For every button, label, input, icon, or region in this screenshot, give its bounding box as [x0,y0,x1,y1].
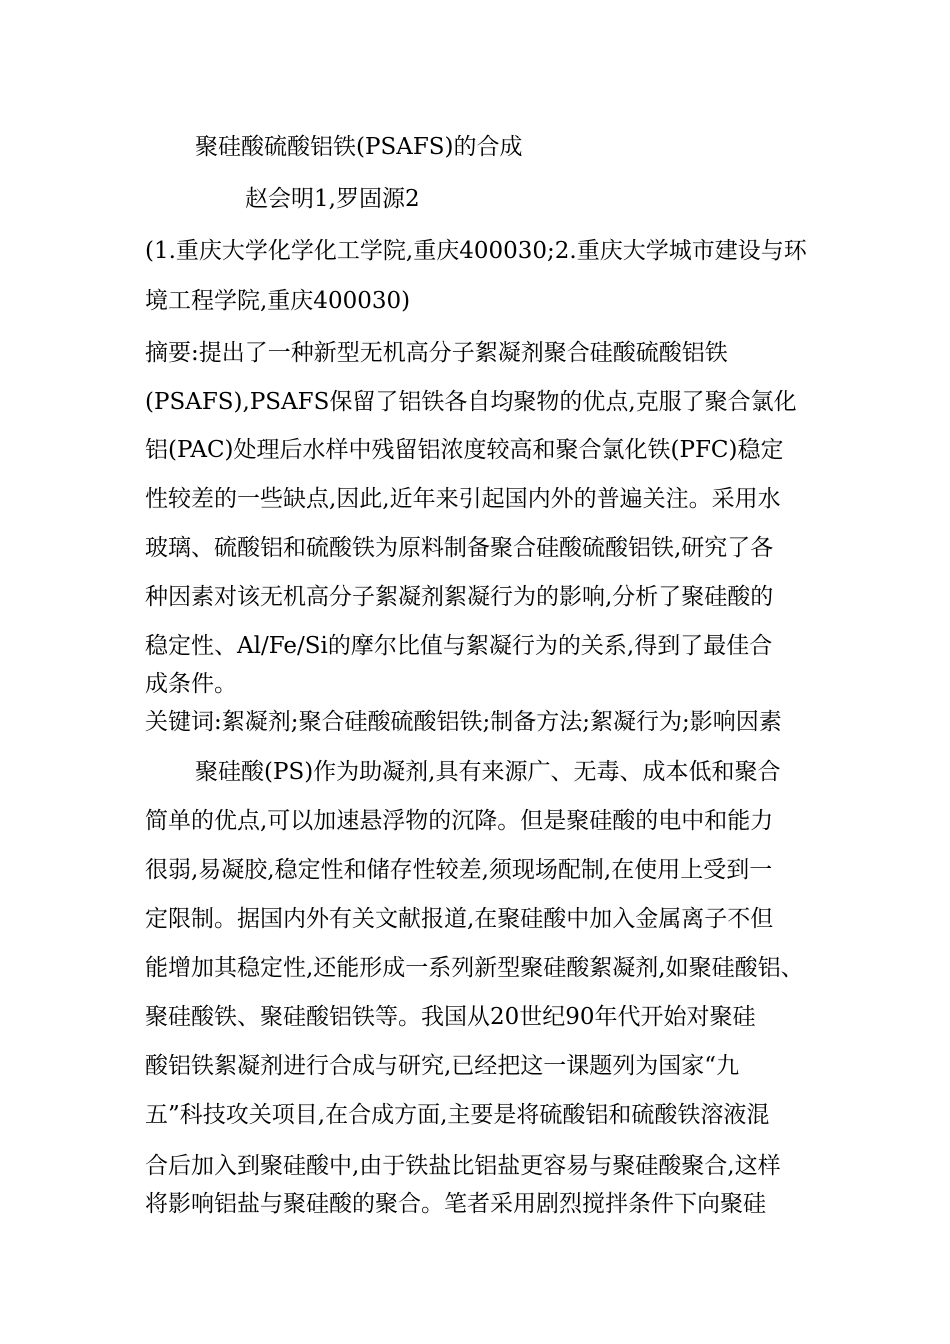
body-line: 五”科技攻关项目,在合成方面,主要是将硫酸铝和硫酸铁溶液混 [145,1102,770,1128]
abstract-line: 铝(PAC)处理后水样中残留铝浓度较高和聚合氯化铁(PFC)稳定 [145,437,784,463]
abstract-line: 稳定性、Al/Fe/Si的摩尔比值与絮凝行为的关系,得到了最佳合 [145,633,773,659]
body-line: 将影响铝盐与聚硅酸的聚合。笔者采用剧烈搅拌条件下向聚硅 [145,1191,766,1217]
affiliation-line: 境工程学院,重庆400030) [145,288,411,314]
body-line: 聚硅酸铁、聚硅酸铝铁等。我国从20世纪90年代开始对聚硅 [145,1004,756,1030]
body-line: 聚硅酸(PS)作为助凝剂,具有来源广、无毒、成本低和聚合 [195,759,781,785]
body-line: 很弱,易凝胶,稳定性和储存性较差,须现场配制,在使用上受到一 [145,857,773,883]
affiliation-line: (1.重庆大学化学化工学院,重庆400030;2.重庆大学城市建设与环 [145,238,807,264]
keywords-line: 关键词:絮凝剂;聚合硅酸硫酸铝铁;制备方法;絮凝行为;影响因素 [145,709,782,735]
body-line: 合后加入到聚硅酸中,由于铁盐比铝盐更容易与聚硅酸聚合,这样 [145,1153,781,1179]
abstract-line: 性较差的一些缺点,因此,近年来引起国内外的普遍关注。采用水 [145,486,781,512]
abstract-line: 玻璃、硫酸铝和硫酸铁为原料制备聚合硅酸硫酸铝铁,研究了各 [145,535,774,561]
abstract-line: (PSAFS),PSAFS保留了铝铁各自均聚物的优点,克服了聚合氯化 [145,389,797,415]
body-line: 简单的优点,可以加速悬浮物的沉降。但是聚硅酸的电中和能力 [145,808,774,834]
paper-title: 聚硅酸硫酸铝铁(PSAFS)的合成 [195,134,523,160]
abstract-line: 成条件。 [145,671,237,697]
abstract-line: 摘要:提出了一种新型无机高分子絮凝剂聚合硅酸硫酸铝铁 [145,340,728,366]
body-line: 酸铝铁絮凝剂进行合成与研究,已经把这一课题列为国家“九 [145,1053,740,1079]
body-line: 定限制。据国内外有关文献报道,在聚硅酸中加入金属离子不但 [145,906,774,932]
abstract-line: 种因素对该无机高分子絮凝剂絮凝行为的影响,分析了聚硅酸的 [145,584,774,610]
body-line: 能增加其稳定性,还能形成一系列新型聚硅酸絮凝剂,如聚硅酸铝、 [145,955,804,981]
author-line: 赵会明1,罗固源2 [245,186,420,212]
